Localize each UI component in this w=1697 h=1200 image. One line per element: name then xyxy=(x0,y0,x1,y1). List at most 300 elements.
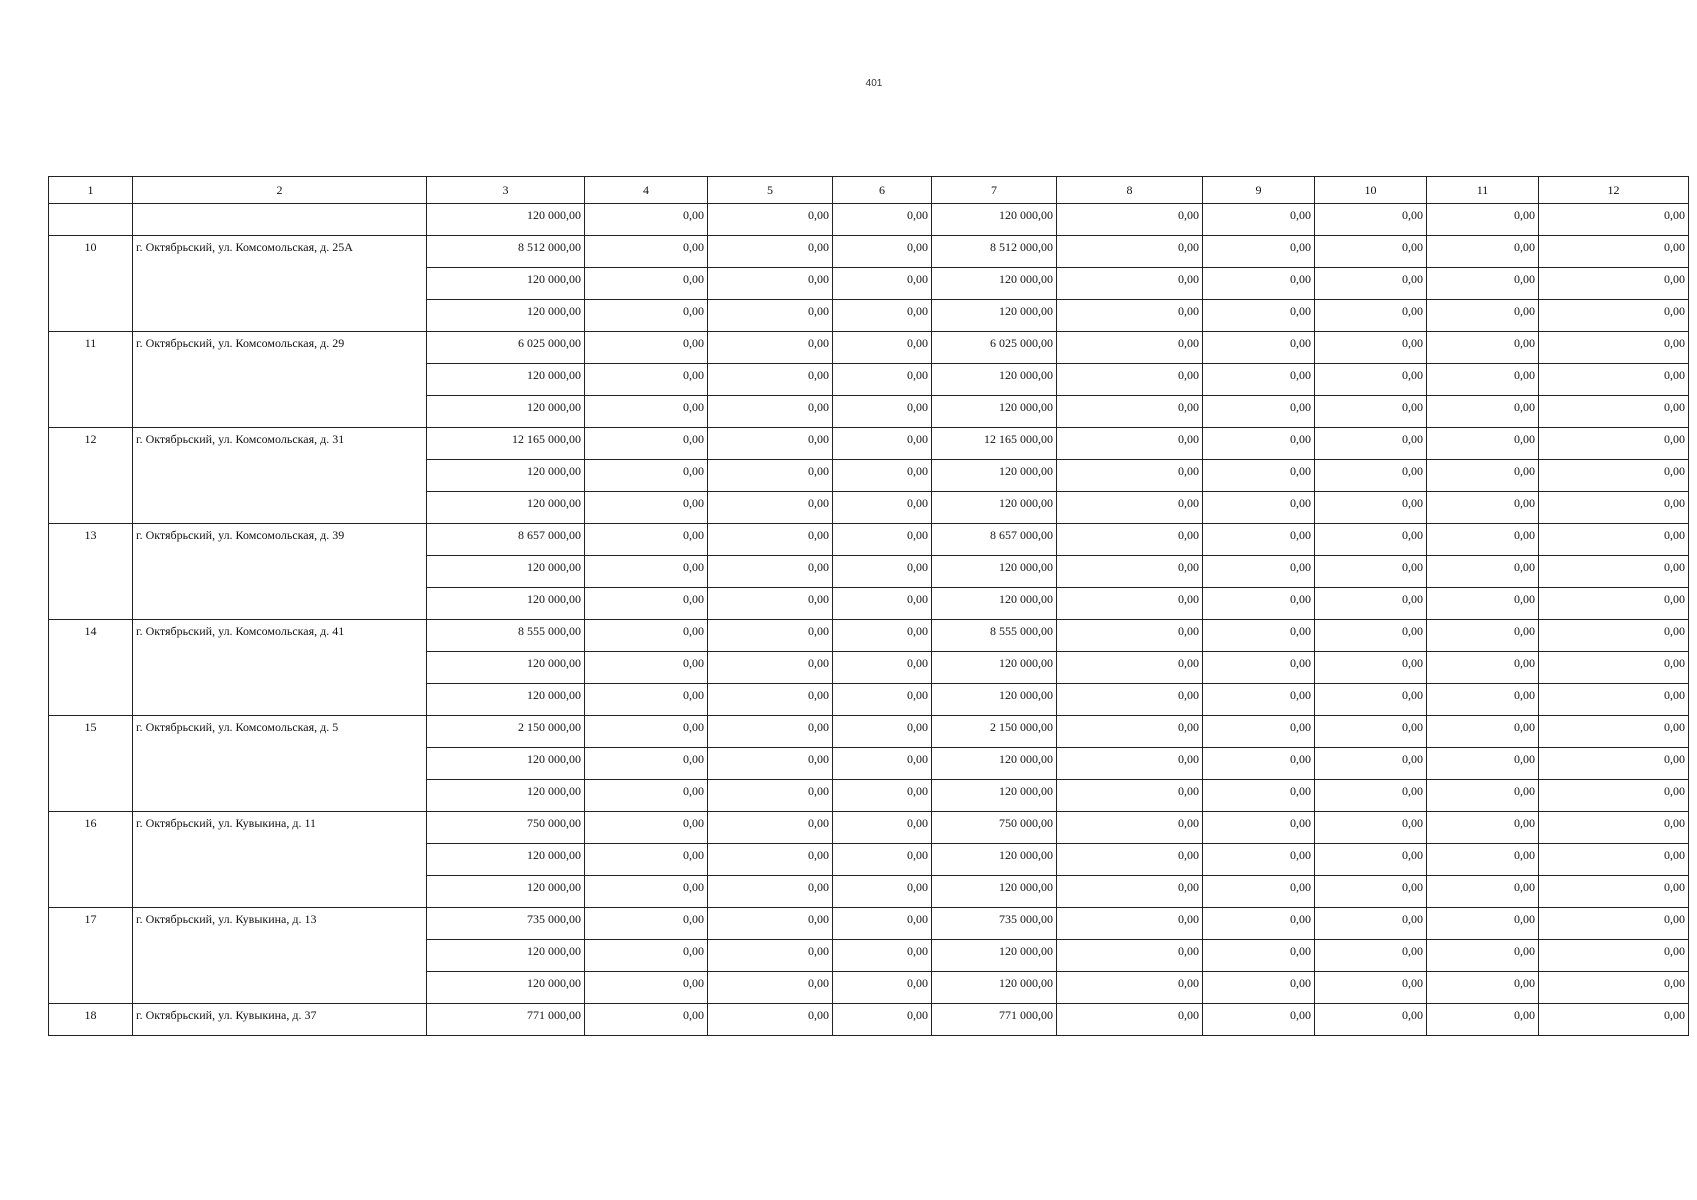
row-number-cell: 13 xyxy=(49,524,133,620)
value-cell: 120 000,00 xyxy=(427,588,585,620)
value-cell: 0,00 xyxy=(1315,396,1427,428)
value-cell: 0,00 xyxy=(833,748,932,780)
value-cell: 8 512 000,00 xyxy=(427,236,585,268)
value-cell: 0,00 xyxy=(1539,556,1689,588)
value-cell: 0,00 xyxy=(1057,396,1203,428)
value-cell: 0,00 xyxy=(1539,1004,1689,1036)
value-cell: 0,00 xyxy=(1539,492,1689,524)
table-row xyxy=(49,332,1689,364)
value-cell: 0,00 xyxy=(585,684,708,716)
value-cell: 0,00 xyxy=(1315,300,1427,332)
value-cell: 120 000,00 xyxy=(427,268,585,300)
value-cell: 0,00 xyxy=(1539,588,1689,620)
value-cell: 0,00 xyxy=(1539,684,1689,716)
row-number-cell: 18 xyxy=(49,1004,133,1036)
value-cell: 0,00 xyxy=(1057,748,1203,780)
value-cell: 0,00 xyxy=(708,300,833,332)
value-cell: 0,00 xyxy=(1315,972,1427,1004)
address-cell: г. Октябрьский, ул. Комсомольская, д. 29 xyxy=(133,332,427,428)
value-cell: 0,00 xyxy=(1203,364,1315,396)
value-cell: 0,00 xyxy=(1427,844,1539,876)
value-cell: 0,00 xyxy=(1427,396,1539,428)
value-cell: 120 000,00 xyxy=(932,396,1057,428)
value-cell: 0,00 xyxy=(1203,204,1315,236)
value-cell: 0,00 xyxy=(1057,652,1203,684)
value-cell: 0,00 xyxy=(1057,972,1203,1004)
value-cell: 0,00 xyxy=(1315,652,1427,684)
value-cell: 120 000,00 xyxy=(932,460,1057,492)
value-cell: 120 000,00 xyxy=(427,556,585,588)
value-cell: 0,00 xyxy=(1315,364,1427,396)
value-cell: 0,00 xyxy=(1203,492,1315,524)
header-col-12: 12 xyxy=(1539,177,1689,204)
value-cell: 0,00 xyxy=(833,204,932,236)
address-cell: г. Октябрьский, ул. Кувыкина, д. 11 xyxy=(133,812,427,908)
value-cell: 0,00 xyxy=(708,236,833,268)
value-cell: 0,00 xyxy=(1539,204,1689,236)
value-cell: 0,00 xyxy=(1315,492,1427,524)
value-cell: 0,00 xyxy=(1315,268,1427,300)
address-cell: г. Октябрьский, ул. Комсомольская, д. 5 xyxy=(133,716,427,812)
value-cell: 0,00 xyxy=(708,268,833,300)
value-cell: 0,00 xyxy=(1203,1004,1315,1036)
value-cell: 0,00 xyxy=(1539,524,1689,556)
value-cell: 0,00 xyxy=(1427,684,1539,716)
value-cell: 0,00 xyxy=(1203,844,1315,876)
header-col-5: 5 xyxy=(708,177,833,204)
value-cell: 0,00 xyxy=(585,780,708,812)
value-cell: 0,00 xyxy=(1427,268,1539,300)
value-cell: 0,00 xyxy=(1315,236,1427,268)
value-cell: 0,00 xyxy=(1315,748,1427,780)
value-cell: 0,00 xyxy=(1315,684,1427,716)
value-cell: 0,00 xyxy=(1203,236,1315,268)
value-cell: 120 000,00 xyxy=(932,940,1057,972)
value-cell: 8 657 000,00 xyxy=(427,524,585,556)
value-cell: 0,00 xyxy=(708,972,833,1004)
value-cell: 120 000,00 xyxy=(932,748,1057,780)
value-cell: 0,00 xyxy=(585,716,708,748)
value-cell: 0,00 xyxy=(708,396,833,428)
value-cell: 0,00 xyxy=(1315,876,1427,908)
value-cell: 0,00 xyxy=(1057,812,1203,844)
value-cell: 0,00 xyxy=(1427,428,1539,460)
value-cell: 735 000,00 xyxy=(932,908,1057,940)
table-row xyxy=(49,204,1689,236)
value-cell: 0,00 xyxy=(1427,940,1539,972)
value-cell: 2 150 000,00 xyxy=(932,716,1057,748)
table-row xyxy=(49,524,1689,556)
value-cell: 0,00 xyxy=(1203,396,1315,428)
value-cell: 0,00 xyxy=(1539,716,1689,748)
value-cell: 6 025 000,00 xyxy=(932,332,1057,364)
table-header xyxy=(49,177,1689,204)
value-cell: 0,00 xyxy=(585,460,708,492)
value-cell: 771 000,00 xyxy=(427,1004,585,1036)
value-cell: 0,00 xyxy=(833,396,932,428)
value-cell: 0,00 xyxy=(1057,940,1203,972)
value-cell: 0,00 xyxy=(1539,812,1689,844)
value-cell: 0,00 xyxy=(1427,620,1539,652)
value-cell: 120 000,00 xyxy=(427,300,585,332)
value-cell: 0,00 xyxy=(1539,876,1689,908)
value-cell: 120 000,00 xyxy=(932,364,1057,396)
value-cell: 0,00 xyxy=(708,588,833,620)
value-cell: 0,00 xyxy=(585,300,708,332)
address-cell: г. Октябрьский, ул. Комсомольская, д. 31 xyxy=(133,428,427,524)
value-cell: 750 000,00 xyxy=(427,812,585,844)
value-cell: 0,00 xyxy=(1427,300,1539,332)
value-cell: 0,00 xyxy=(833,876,932,908)
value-cell: 0,00 xyxy=(1315,908,1427,940)
value-cell: 0,00 xyxy=(1315,844,1427,876)
value-cell: 0,00 xyxy=(585,588,708,620)
value-cell: 0,00 xyxy=(708,748,833,780)
value-cell: 0,00 xyxy=(708,204,833,236)
value-cell: 0,00 xyxy=(585,940,708,972)
value-cell: 0,00 xyxy=(708,812,833,844)
value-cell: 0,00 xyxy=(708,908,833,940)
row-number-cell xyxy=(49,204,133,236)
value-cell: 0,00 xyxy=(833,812,932,844)
header-col-11: 11 xyxy=(1427,177,1539,204)
value-cell: 8 555 000,00 xyxy=(932,620,1057,652)
value-cell: 0,00 xyxy=(1539,940,1689,972)
value-cell: 0,00 xyxy=(1427,556,1539,588)
address-cell: г. Октябрьский, ул. Кувыкина, д. 13 xyxy=(133,908,427,1004)
value-cell: 6 025 000,00 xyxy=(427,332,585,364)
value-cell: 8 512 000,00 xyxy=(932,236,1057,268)
address-cell: г. Октябрьский, ул. Кувыкина, д. 37 xyxy=(133,1004,427,1036)
value-cell: 8 555 000,00 xyxy=(427,620,585,652)
value-cell: 0,00 xyxy=(1203,300,1315,332)
value-cell: 0,00 xyxy=(1203,748,1315,780)
value-cell: 0,00 xyxy=(1427,780,1539,812)
value-cell: 0,00 xyxy=(833,1004,932,1036)
value-cell: 0,00 xyxy=(833,716,932,748)
value-cell: 120 000,00 xyxy=(932,652,1057,684)
value-cell: 0,00 xyxy=(1203,940,1315,972)
value-cell: 120 000,00 xyxy=(932,972,1057,1004)
value-cell: 0,00 xyxy=(1057,204,1203,236)
value-cell: 0,00 xyxy=(1057,716,1203,748)
value-cell: 0,00 xyxy=(833,908,932,940)
row-number-cell: 10 xyxy=(49,236,133,332)
row-number-cell: 15 xyxy=(49,716,133,812)
value-cell: 0,00 xyxy=(833,428,932,460)
value-cell: 0,00 xyxy=(1315,556,1427,588)
value-cell: 0,00 xyxy=(1203,460,1315,492)
value-cell: 120 000,00 xyxy=(427,748,585,780)
value-cell: 0,00 xyxy=(708,460,833,492)
header-col-10: 10 xyxy=(1315,177,1427,204)
value-cell: 120 000,00 xyxy=(427,492,585,524)
value-cell: 0,00 xyxy=(1315,524,1427,556)
value-cell: 0,00 xyxy=(1315,588,1427,620)
value-cell: 0,00 xyxy=(1315,812,1427,844)
value-cell: 0,00 xyxy=(1315,460,1427,492)
address-cell: г. Октябрьский, ул. Комсомольская, д. 25А xyxy=(133,236,427,332)
value-cell: 0,00 xyxy=(1057,524,1203,556)
value-cell: 0,00 xyxy=(585,620,708,652)
value-cell: 0,00 xyxy=(833,620,932,652)
value-cell: 0,00 xyxy=(1057,876,1203,908)
value-cell: 0,00 xyxy=(1203,908,1315,940)
value-cell: 120 000,00 xyxy=(427,972,585,1004)
header-col-6: 6 xyxy=(833,177,932,204)
value-cell: 750 000,00 xyxy=(932,812,1057,844)
value-cell: 0,00 xyxy=(1427,908,1539,940)
value-cell: 0,00 xyxy=(708,332,833,364)
value-cell: 0,00 xyxy=(1057,428,1203,460)
value-cell: 0,00 xyxy=(585,972,708,1004)
value-cell: 0,00 xyxy=(1427,716,1539,748)
table-row xyxy=(49,236,1689,268)
table-row xyxy=(49,428,1689,460)
header-col-9: 9 xyxy=(1203,177,1315,204)
value-cell: 0,00 xyxy=(708,780,833,812)
value-cell: 0,00 xyxy=(708,428,833,460)
value-cell: 735 000,00 xyxy=(427,908,585,940)
header-col-7: 7 xyxy=(932,177,1057,204)
value-cell: 0,00 xyxy=(1427,492,1539,524)
value-cell: 0,00 xyxy=(1427,588,1539,620)
value-cell: 0,00 xyxy=(585,364,708,396)
value-cell: 0,00 xyxy=(1057,268,1203,300)
value-cell: 2 150 000,00 xyxy=(427,716,585,748)
value-cell: 0,00 xyxy=(708,876,833,908)
value-cell: 0,00 xyxy=(1315,204,1427,236)
value-cell: 0,00 xyxy=(833,844,932,876)
value-cell: 0,00 xyxy=(833,460,932,492)
value-cell: 0,00 xyxy=(1427,236,1539,268)
value-cell: 0,00 xyxy=(1203,684,1315,716)
row-number-cell: 14 xyxy=(49,620,133,716)
value-cell: 0,00 xyxy=(708,556,833,588)
value-cell: 0,00 xyxy=(1315,940,1427,972)
value-cell: 0,00 xyxy=(1057,620,1203,652)
value-cell: 120 000,00 xyxy=(427,204,585,236)
value-cell: 120 000,00 xyxy=(932,204,1057,236)
value-cell: 0,00 xyxy=(585,812,708,844)
value-cell: 0,00 xyxy=(585,204,708,236)
value-cell: 120 000,00 xyxy=(932,780,1057,812)
value-cell: 0,00 xyxy=(708,492,833,524)
value-cell: 0,00 xyxy=(833,556,932,588)
value-cell: 0,00 xyxy=(1315,780,1427,812)
value-cell: 0,00 xyxy=(585,1004,708,1036)
value-cell: 0,00 xyxy=(1203,812,1315,844)
value-cell: 0,00 xyxy=(1057,684,1203,716)
value-cell: 0,00 xyxy=(1427,1004,1539,1036)
value-cell: 0,00 xyxy=(1539,460,1689,492)
value-cell: 0,00 xyxy=(708,716,833,748)
value-cell: 120 000,00 xyxy=(932,556,1057,588)
value-cell: 0,00 xyxy=(833,364,932,396)
header-col-1: 1 xyxy=(49,177,133,204)
value-cell: 0,00 xyxy=(585,556,708,588)
row-number-cell: 17 xyxy=(49,908,133,1004)
value-cell: 0,00 xyxy=(1203,780,1315,812)
value-cell: 0,00 xyxy=(585,524,708,556)
value-cell: 0,00 xyxy=(1427,332,1539,364)
value-cell: 0,00 xyxy=(585,332,708,364)
value-cell: 0,00 xyxy=(708,684,833,716)
value-cell: 0,00 xyxy=(833,652,932,684)
value-cell: 0,00 xyxy=(1057,300,1203,332)
value-cell: 0,00 xyxy=(585,396,708,428)
header-col-2: 2 xyxy=(133,177,427,204)
header-col-4: 4 xyxy=(585,177,708,204)
value-cell: 0,00 xyxy=(1315,332,1427,364)
value-cell: 0,00 xyxy=(1427,748,1539,780)
value-cell: 0,00 xyxy=(833,268,932,300)
value-cell: 0,00 xyxy=(1427,876,1539,908)
value-cell: 0,00 xyxy=(1539,844,1689,876)
value-cell: 0,00 xyxy=(1057,908,1203,940)
value-cell: 0,00 xyxy=(1539,428,1689,460)
value-cell: 0,00 xyxy=(708,364,833,396)
value-cell: 0,00 xyxy=(1315,1004,1427,1036)
value-cell: 0,00 xyxy=(1427,364,1539,396)
value-cell: 0,00 xyxy=(585,492,708,524)
value-cell: 0,00 xyxy=(1427,204,1539,236)
header-col-8: 8 xyxy=(1057,177,1203,204)
value-cell: 120 000,00 xyxy=(932,876,1057,908)
value-cell: 0,00 xyxy=(1203,428,1315,460)
value-cell: 0,00 xyxy=(1057,1004,1203,1036)
value-cell: 0,00 xyxy=(585,876,708,908)
value-cell: 0,00 xyxy=(1539,908,1689,940)
value-cell: 0,00 xyxy=(833,524,932,556)
value-cell: 0,00 xyxy=(1427,812,1539,844)
address-cell: г. Октябрьский, ул. Комсомольская, д. 41 xyxy=(133,620,427,716)
value-cell: 0,00 xyxy=(1539,652,1689,684)
value-cell: 120 000,00 xyxy=(427,460,585,492)
value-cell: 0,00 xyxy=(708,844,833,876)
value-cell: 0,00 xyxy=(1203,716,1315,748)
value-cell: 120 000,00 xyxy=(932,300,1057,332)
value-cell: 0,00 xyxy=(1057,588,1203,620)
value-cell: 120 000,00 xyxy=(427,684,585,716)
value-cell: 0,00 xyxy=(585,908,708,940)
value-cell: 0,00 xyxy=(1057,364,1203,396)
data-table xyxy=(48,176,1689,1036)
value-cell: 0,00 xyxy=(1057,492,1203,524)
value-cell: 0,00 xyxy=(1539,268,1689,300)
value-cell: 0,00 xyxy=(1057,236,1203,268)
value-cell: 0,00 xyxy=(708,652,833,684)
value-cell: 0,00 xyxy=(1315,716,1427,748)
value-cell: 120 000,00 xyxy=(932,268,1057,300)
value-cell: 0,00 xyxy=(1427,652,1539,684)
table-row xyxy=(49,716,1689,748)
value-cell: 0,00 xyxy=(1057,780,1203,812)
value-cell: 0,00 xyxy=(833,236,932,268)
address-cell xyxy=(133,204,427,236)
value-cell: 0,00 xyxy=(1427,460,1539,492)
value-cell: 120 000,00 xyxy=(427,364,585,396)
value-cell: 0,00 xyxy=(1203,620,1315,652)
value-cell: 120 000,00 xyxy=(932,684,1057,716)
value-cell: 0,00 xyxy=(833,300,932,332)
value-cell: 0,00 xyxy=(833,332,932,364)
value-cell: 120 000,00 xyxy=(427,652,585,684)
value-cell: 0,00 xyxy=(585,748,708,780)
header-row xyxy=(49,177,1689,204)
value-cell: 0,00 xyxy=(1057,460,1203,492)
value-cell: 120 000,00 xyxy=(427,940,585,972)
value-cell: 0,00 xyxy=(1427,972,1539,1004)
value-cell: 120 000,00 xyxy=(932,844,1057,876)
value-cell: 120 000,00 xyxy=(427,780,585,812)
value-cell: 0,00 xyxy=(1203,972,1315,1004)
value-cell: 0,00 xyxy=(833,492,932,524)
value-cell: 0,00 xyxy=(708,620,833,652)
value-cell: 0,00 xyxy=(833,684,932,716)
row-number-cell: 12 xyxy=(49,428,133,524)
value-cell: 0,00 xyxy=(833,588,932,620)
value-cell: 120 000,00 xyxy=(932,492,1057,524)
value-cell: 0,00 xyxy=(585,236,708,268)
value-cell: 120 000,00 xyxy=(427,396,585,428)
value-cell: 0,00 xyxy=(833,972,932,1004)
value-cell: 0,00 xyxy=(1427,524,1539,556)
value-cell: 0,00 xyxy=(585,844,708,876)
value-cell: 0,00 xyxy=(708,1004,833,1036)
table-row xyxy=(49,620,1689,652)
row-number-cell: 11 xyxy=(49,332,133,428)
page-number: 401 xyxy=(865,78,883,89)
value-cell: 0,00 xyxy=(1315,428,1427,460)
value-cell: 0,00 xyxy=(1539,300,1689,332)
table-row xyxy=(49,812,1689,844)
value-cell: 0,00 xyxy=(1539,748,1689,780)
value-cell: 0,00 xyxy=(1203,332,1315,364)
value-cell: 771 000,00 xyxy=(932,1004,1057,1036)
value-cell: 0,00 xyxy=(1203,876,1315,908)
value-cell: 0,00 xyxy=(1203,268,1315,300)
value-cell: 0,00 xyxy=(1203,588,1315,620)
value-cell: 0,00 xyxy=(1539,972,1689,1004)
row-number-cell: 16 xyxy=(49,812,133,908)
value-cell: 12 165 000,00 xyxy=(427,428,585,460)
value-cell: 0,00 xyxy=(1539,396,1689,428)
table-row xyxy=(49,908,1689,940)
value-cell: 120 000,00 xyxy=(427,876,585,908)
address-cell: г. Октябрьский, ул. Комсомольская, д. 39 xyxy=(133,524,427,620)
value-cell: 0,00 xyxy=(585,428,708,460)
value-cell: 12 165 000,00 xyxy=(932,428,1057,460)
value-cell: 120 000,00 xyxy=(427,844,585,876)
value-cell: 0,00 xyxy=(1203,652,1315,684)
value-cell: 0,00 xyxy=(1203,524,1315,556)
value-cell: 0,00 xyxy=(833,780,932,812)
value-cell: 0,00 xyxy=(708,524,833,556)
value-cell: 8 657 000,00 xyxy=(932,524,1057,556)
value-cell: 0,00 xyxy=(1539,620,1689,652)
table-row xyxy=(49,1004,1689,1036)
value-cell: 0,00 xyxy=(708,940,833,972)
value-cell: 0,00 xyxy=(1057,332,1203,364)
table-body xyxy=(49,204,1689,1036)
value-cell: 0,00 xyxy=(1057,556,1203,588)
value-cell: 0,00 xyxy=(1539,780,1689,812)
value-cell: 0,00 xyxy=(1203,556,1315,588)
value-cell: 0,00 xyxy=(1539,332,1689,364)
value-cell: 0,00 xyxy=(1057,844,1203,876)
value-cell: 0,00 xyxy=(1539,236,1689,268)
